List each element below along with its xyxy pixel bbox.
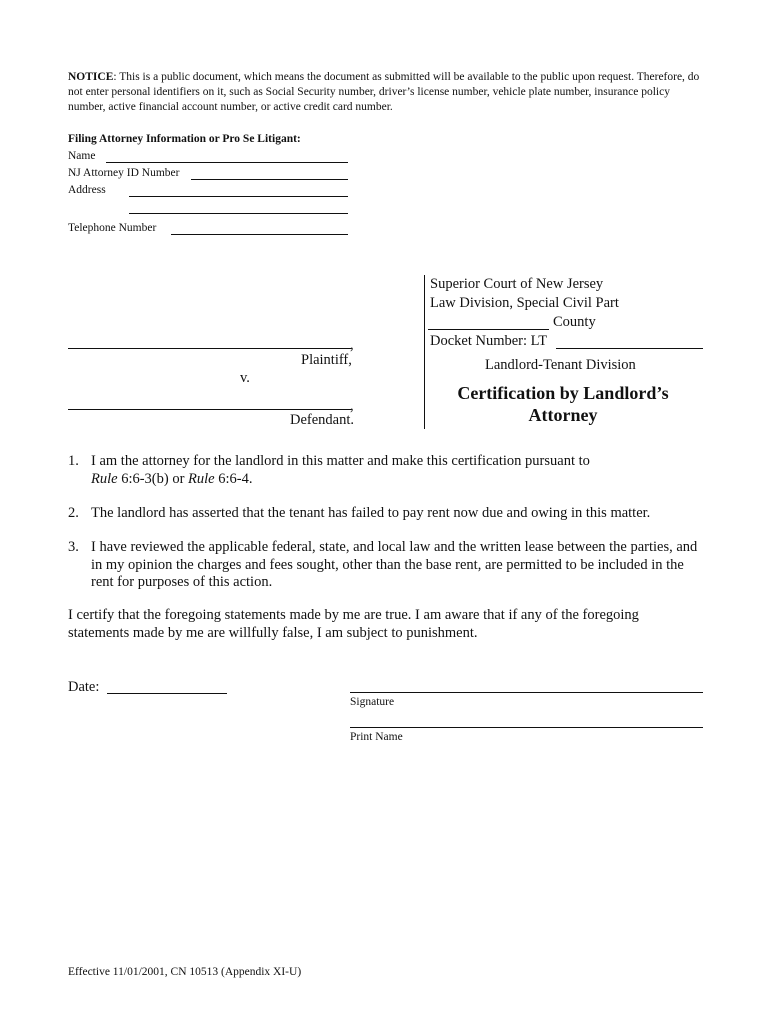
print-name-field[interactable] xyxy=(350,727,703,728)
defendant-name-field[interactable] xyxy=(68,409,351,410)
division-label: Landlord-Tenant Division xyxy=(485,357,636,373)
attorney-id-field[interactable] xyxy=(191,179,348,180)
plaintiff-comma: , xyxy=(350,337,354,353)
name-label: Name xyxy=(68,150,96,162)
court-name: Superior Court of New Jersey xyxy=(430,276,604,292)
notice-label: NOTICE xyxy=(68,71,114,83)
name-field[interactable] xyxy=(106,162,348,163)
defendant-comma: , xyxy=(350,398,354,414)
rule-ref-2: Rule xyxy=(188,470,215,487)
address-field-line1[interactable] xyxy=(129,196,348,197)
versus-label: v. xyxy=(240,370,250,386)
telephone-label: Telephone Number xyxy=(68,222,157,234)
notice-paragraph xyxy=(68,70,708,115)
county-label: County xyxy=(553,314,596,330)
item-1-number: 1. xyxy=(68,453,79,469)
date-label: Date: xyxy=(68,679,100,695)
court-division: Law Division, Special Civil Part xyxy=(430,295,619,311)
rule-num-1: 6:6-3(b) or xyxy=(117,470,189,487)
rule-num-2: 6:6-4. xyxy=(214,470,253,487)
title-line-1: Certification by Landlord’s xyxy=(457,383,669,403)
plaintiff-label: Plaintiff, xyxy=(301,352,352,368)
signature-label: Signature xyxy=(350,696,395,708)
signature-field[interactable] xyxy=(350,692,703,693)
item-2-text: The landlord has asserted that the tenant has failed to pay rent now due and owing in this matter. xyxy=(91,505,651,521)
docket-label: Docket Number: LT xyxy=(430,333,548,349)
item-2-number: 2. xyxy=(68,505,79,521)
date-field[interactable] xyxy=(107,693,227,694)
rule-ref-1: Rule xyxy=(91,470,118,487)
item-1-text xyxy=(91,453,711,488)
title-line-2: Attorney xyxy=(528,405,598,425)
address-label: Address xyxy=(68,184,106,196)
notice-text: : This is a public document, which means the document as submitted will be available to the public upon request. Therefore, do not enter personal identifiers on it, such as Social Security number, driver’s license number, vehicle plate number, insurance policy number, active financial account number, or active credit card number. xyxy=(68,71,700,113)
address-field-line2[interactable] xyxy=(129,213,348,214)
document-title xyxy=(440,382,686,426)
defendant-label: Defendant. xyxy=(290,412,355,428)
item-1-line-1: I am the attorney for the landlord in this matter and make this certification pursuant to xyxy=(91,453,590,469)
item-3-text: I have reviewed the applicable federal, state, and local law and the written lease between the parties, and in my opinion the charges and fees sought, other than the base rent, are permitted to be included in the rent for purposes of this action. xyxy=(91,539,698,590)
print-name-label: Print Name xyxy=(350,731,403,743)
item-1-line-2 xyxy=(91,471,711,489)
county-field[interactable] xyxy=(428,329,549,330)
footer-form-id: Effective 11/01/2001, CN 10513 (Appendix XI-U) xyxy=(68,966,302,978)
filer-heading: Filing Attorney Information or Pro Se Litigant: xyxy=(68,133,301,145)
docket-number-field[interactable] xyxy=(556,348,703,349)
certification-text: I certify that the foregoing statements made by me are true. I am aware that if any of the foregoing statements made by me are willfully false, I am subject to punishment. xyxy=(68,607,639,641)
attorney-id-label: NJ Attorney ID Number xyxy=(68,167,180,179)
telephone-field[interactable] xyxy=(171,234,348,235)
caption-divider xyxy=(424,275,425,429)
plaintiff-name-field[interactable] xyxy=(68,348,351,349)
item-3-number: 3. xyxy=(68,539,79,555)
